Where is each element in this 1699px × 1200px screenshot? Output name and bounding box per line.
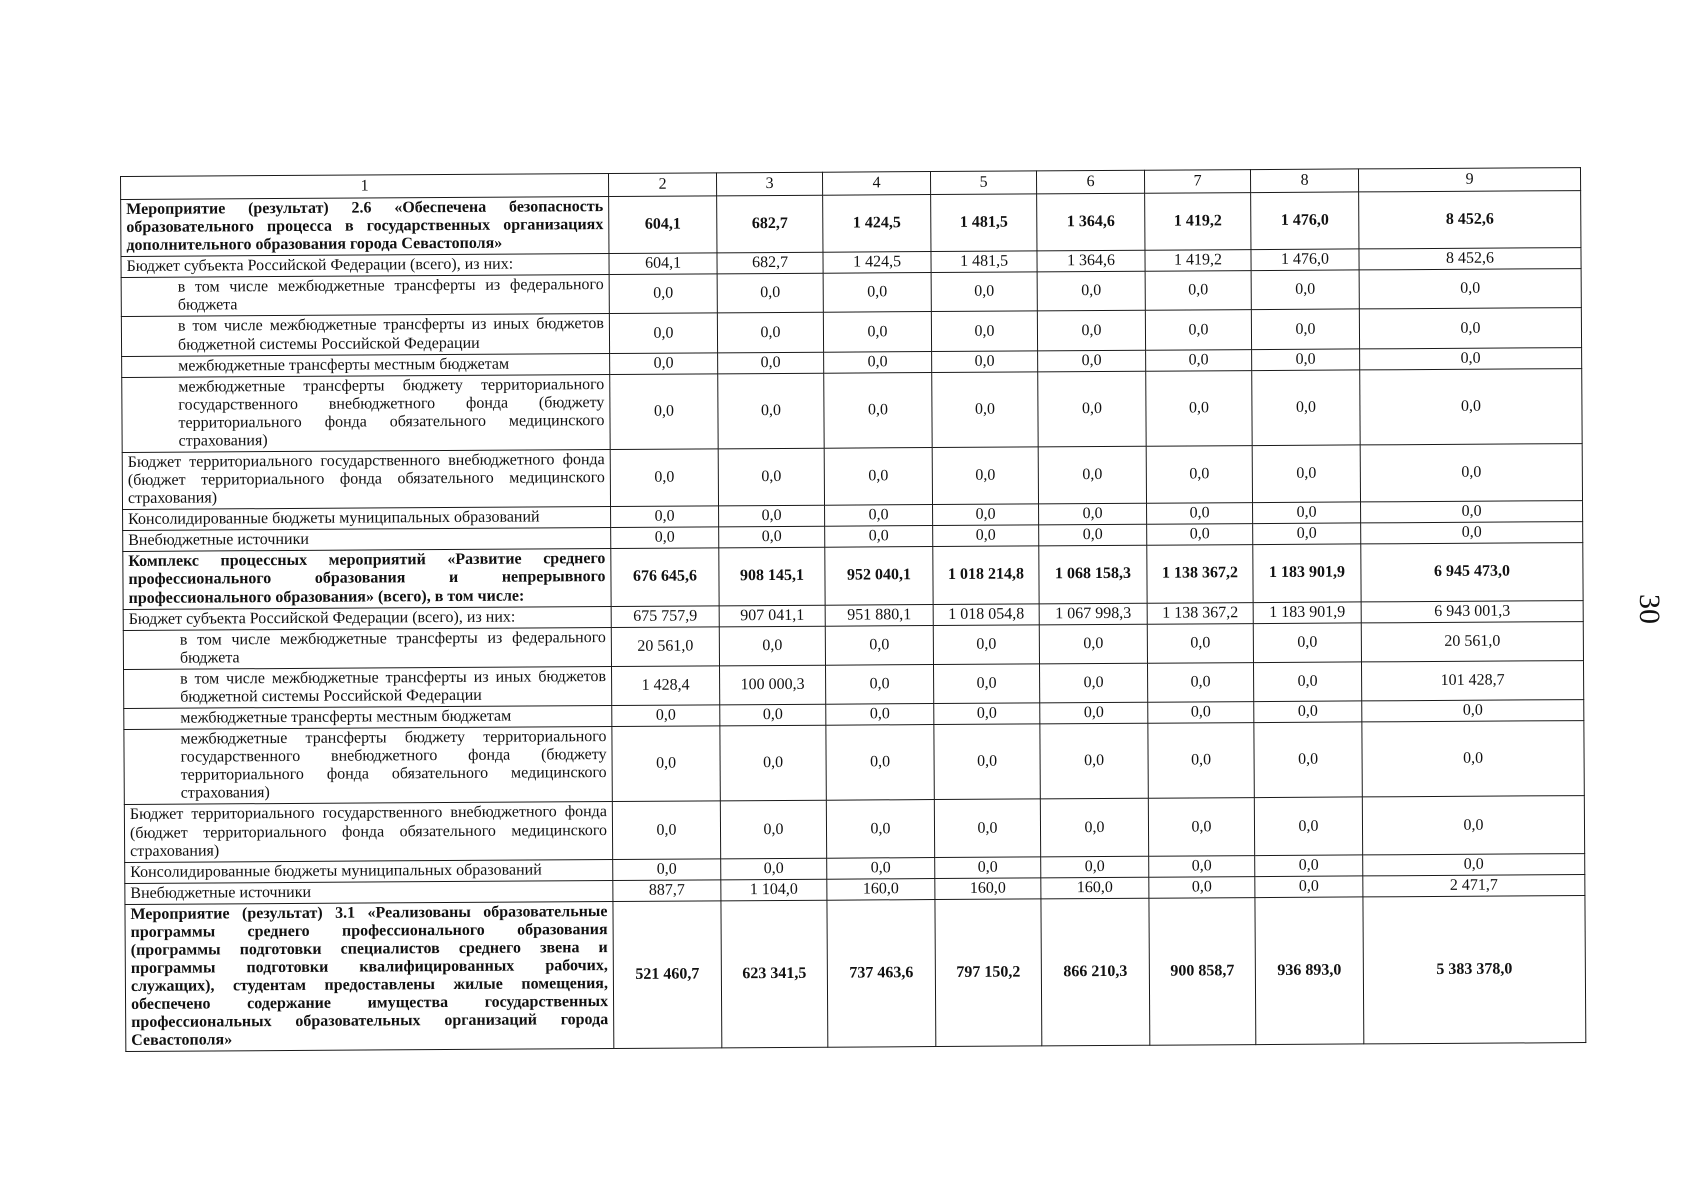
value-cell: 0,0 <box>931 311 1037 351</box>
value-cell: 20 561,0 <box>611 627 719 667</box>
value-cell: 0,0 <box>932 372 1038 448</box>
budget-table <box>120 167 1586 1052</box>
value-cell: 1 018 214,8 <box>933 546 1039 604</box>
value-cell: 1 138 367,2 <box>1147 602 1253 624</box>
value-cell: 0,0 <box>720 725 826 801</box>
value-cell: 907 041,1 <box>719 605 825 627</box>
value-cell: 0,0 <box>1254 797 1362 855</box>
value-cell: 0,0 <box>1148 798 1254 856</box>
value-cell: 604,1 <box>609 253 717 275</box>
value-cell: 0,0 <box>933 504 1039 526</box>
value-cell: 0,0 <box>1361 522 1583 544</box>
value-cell: 1 183 901,9 <box>1253 602 1361 624</box>
value-cell: 8 452,6 <box>1359 191 1581 250</box>
value-cell: 0,0 <box>824 351 932 373</box>
value-cell: 0,0 <box>1362 700 1584 722</box>
value-cell: 0,0 <box>1039 503 1147 525</box>
value-cell: 0,0 <box>1362 796 1584 855</box>
row-label: Мероприятие (результат) 3.1 «Реализованы образовательные программы среднего профессионального образования (программы подготовки специалистов среднего звена и программы подготовки квалифицированных рабочих, служащих), студентам предоставлены жилые помещения, обеспечено содержание имущества государственных профессиональных образовательных организаций города Севастополя» <box>125 901 614 1052</box>
value-cell: 0,0 <box>827 857 935 879</box>
value-cell: 0,0 <box>1145 271 1251 311</box>
value-cell: 0,0 <box>1359 269 1581 310</box>
value-cell: 952 040,1 <box>825 547 933 605</box>
column-number-4: 4 <box>822 172 930 196</box>
value-cell: 676 645,6 <box>611 548 719 606</box>
value-cell: 1 481,5 <box>931 251 1037 273</box>
value-cell: 0,0 <box>826 800 934 858</box>
value-cell: 1 476,0 <box>1251 249 1359 271</box>
value-cell: 0,0 <box>720 801 826 859</box>
value-cell: 0,0 <box>718 352 824 374</box>
value-cell: 0,0 <box>1038 371 1146 447</box>
value-cell: 0,0 <box>1038 446 1146 504</box>
value-cell: 0,0 <box>1254 722 1362 798</box>
value-cell: 0,0 <box>609 274 717 314</box>
value-cell: 0,0 <box>825 625 933 665</box>
value-cell: 1 068 158,3 <box>1039 546 1147 604</box>
value-cell: 0,0 <box>1363 853 1585 875</box>
value-cell: 0,0 <box>1360 347 1582 369</box>
value-cell: 0,0 <box>825 526 933 548</box>
value-cell: 0,0 <box>1359 308 1581 349</box>
value-cell: 0,0 <box>1041 856 1149 878</box>
row-label: в том числе межбюджетные трансферты из федерального бюджета <box>123 627 611 669</box>
value-cell: 0,0 <box>1255 876 1363 898</box>
row-label: Мероприятие (результат) 2.6 «Обеспечена безопасность образовательного процесса в государственных организациях дополнительного образования города Севастополя» <box>121 197 609 257</box>
column-number-2: 2 <box>608 173 716 197</box>
value-cell: 1 067 998,3 <box>1039 603 1147 625</box>
value-cell: 908 145,1 <box>719 548 825 606</box>
value-cell: 1 481,5 <box>931 194 1037 252</box>
value-cell: 160,0 <box>827 878 935 900</box>
value-cell: 0,0 <box>719 626 825 666</box>
value-cell: 623 341,5 <box>721 900 828 1048</box>
value-cell: 0,0 <box>824 448 932 506</box>
value-cell: 0,0 <box>826 704 934 726</box>
value-cell: 737 463,6 <box>827 899 936 1047</box>
value-cell: 0,0 <box>1251 309 1359 349</box>
value-cell: 0,0 <box>610 352 718 374</box>
row-label: Комплекс процессных мероприятий «Развитие среднего профессионального образования и непрерывного профессионального образования» (всего), в том числе: <box>123 549 611 609</box>
value-cell: 0,0 <box>1254 701 1362 723</box>
column-number-3: 3 <box>716 172 822 196</box>
value-cell: 0,0 <box>1037 311 1145 351</box>
value-cell: 0,0 <box>612 726 720 802</box>
value-cell: 0,0 <box>611 527 719 549</box>
row-label: Бюджет субъекта Российской Федерации (всего), из них: <box>121 254 609 278</box>
page-number: 30 <box>1633 594 1666 624</box>
row-label: межбюджетные трансферты бюджету территориального государственного внебюджетного фонда (бюджету территориального фонда обязательного медицинского страхования) <box>124 727 612 805</box>
value-cell: 0,0 <box>1039 525 1147 547</box>
column-number-1: 1 <box>121 174 609 200</box>
value-cell: 0,0 <box>612 705 720 727</box>
value-cell: 0,0 <box>1360 444 1582 503</box>
table-row <box>122 368 1582 452</box>
row-label: Консолидированные бюджеты муниципальных образований <box>123 507 611 531</box>
value-cell: 1 018 054,8 <box>933 604 1039 626</box>
table-row <box>124 796 1584 862</box>
value-cell: 1 424,5 <box>823 195 931 253</box>
value-cell: 0,0 <box>824 372 932 448</box>
value-cell: 0,0 <box>1149 855 1255 877</box>
value-cell: 0,0 <box>1037 272 1145 312</box>
value-cell: 0,0 <box>1147 503 1253 525</box>
value-cell: 0,0 <box>932 447 1038 505</box>
row-label: межбюджетные трансферты местным бюджетам <box>122 353 610 377</box>
value-cell: 1 419,2 <box>1145 193 1251 251</box>
value-cell: 0,0 <box>1148 702 1254 724</box>
table-row <box>122 444 1582 510</box>
row-label: Бюджет территориального государственного внебюджетного фонда (бюджет территориального фонда обязательного медицинского страхования) <box>124 802 612 862</box>
row-label: в том числе межбюджетные трансферты из иных бюджетов бюджетной системы Российской Федерации <box>124 666 612 708</box>
value-cell: 900 858,7 <box>1149 897 1256 1045</box>
value-cell: 0,0 <box>1252 370 1360 446</box>
value-cell: 0,0 <box>1040 799 1148 857</box>
column-number-9: 9 <box>1358 168 1580 192</box>
value-cell: 0,0 <box>1253 502 1361 524</box>
value-cell: 1 428,4 <box>612 666 720 706</box>
table-row <box>125 895 1586 1052</box>
value-cell: 951 880,1 <box>825 604 933 626</box>
value-cell: 0,0 <box>1149 876 1255 898</box>
value-cell: 0,0 <box>933 625 1039 665</box>
value-cell: 0,0 <box>1040 723 1148 799</box>
value-cell: 0,0 <box>935 857 1041 879</box>
value-cell: 0,0 <box>825 505 933 527</box>
row-label: Бюджет территориального государственного внебюджетного фонда (бюджет территориального фонда обязательного медицинского страхования) <box>122 450 610 510</box>
row-label: в том числе межбюджетные трансферты из иных бюджетов бюджетной системы Российской Федерации <box>121 314 609 356</box>
value-cell: 0,0 <box>1146 370 1252 446</box>
value-cell: 1 183 901,9 <box>1253 544 1361 602</box>
value-cell: 0,0 <box>1145 310 1251 350</box>
value-cell: 0,0 <box>1362 721 1584 798</box>
value-cell: 0,0 <box>1147 662 1253 702</box>
value-cell: 0,0 <box>1147 524 1253 546</box>
row-label: Бюджет субъекта Российской Федерации (всего), из них: <box>123 606 611 630</box>
value-cell: 0,0 <box>1255 855 1363 877</box>
row-label: Внебюджетные источники <box>123 528 611 552</box>
value-cell: 0,0 <box>1253 523 1361 545</box>
value-cell: 675 757,9 <box>611 605 719 627</box>
row-label: межбюджетные трансферты местным бюджетам <box>124 706 612 730</box>
value-cell: 1 104,0 <box>721 879 827 901</box>
value-cell: 797 150,2 <box>935 899 1042 1047</box>
value-cell: 1 364,6 <box>1037 193 1145 251</box>
value-cell: 1 419,2 <box>1145 250 1251 272</box>
value-cell: 0,0 <box>1251 270 1359 310</box>
value-cell: 0,0 <box>1038 350 1146 372</box>
value-cell: 160,0 <box>935 878 1041 900</box>
value-cell: 0,0 <box>933 664 1039 704</box>
value-cell: 0,0 <box>718 448 824 506</box>
value-cell: 0,0 <box>720 704 826 726</box>
value-cell: 0,0 <box>1252 349 1360 371</box>
value-cell: 0,0 <box>719 505 825 527</box>
value-cell: 0,0 <box>1252 445 1360 503</box>
value-cell: 0,0 <box>719 527 825 549</box>
value-cell: 0,0 <box>610 449 718 507</box>
value-cell: 936 893,0 <box>1255 897 1364 1045</box>
value-cell: 604,1 <box>609 196 717 254</box>
value-cell: 682,7 <box>717 195 823 253</box>
row-label: Внебюджетные источники <box>125 880 613 904</box>
column-number-8: 8 <box>1250 169 1358 193</box>
value-cell: 0,0 <box>826 664 934 704</box>
row-label: в том числе межбюджетные трансферты из федерального бюджета <box>121 275 609 317</box>
value-cell: 0,0 <box>932 351 1038 373</box>
value-cell: 1 364,6 <box>1037 250 1145 272</box>
value-cell: 0,0 <box>823 312 931 352</box>
value-cell: 0,0 <box>1147 623 1253 663</box>
value-cell: 521 460,7 <box>613 901 722 1049</box>
value-cell: 0,0 <box>1360 368 1582 445</box>
value-cell: 0,0 <box>612 801 720 859</box>
value-cell: 0,0 <box>718 373 824 449</box>
value-cell: 682,7 <box>717 252 823 274</box>
value-cell: 160,0 <box>1041 877 1149 899</box>
value-cell: 0,0 <box>1146 446 1252 504</box>
column-number-5: 5 <box>930 171 1036 195</box>
value-cell: 5 383 378,0 <box>1363 895 1586 1044</box>
table-row <box>121 191 1581 257</box>
value-cell: 887,7 <box>613 880 721 902</box>
value-cell: 1 424,5 <box>823 252 931 274</box>
value-cell: 0,0 <box>1039 624 1147 664</box>
table-row <box>123 543 1583 609</box>
value-cell: 1 476,0 <box>1251 192 1359 250</box>
value-cell: 1 138 367,2 <box>1147 545 1253 603</box>
value-cell: 866 210,3 <box>1041 898 1150 1046</box>
table-row <box>124 721 1584 805</box>
value-cell: 0,0 <box>1040 702 1148 724</box>
row-label: Консолидированные бюджеты муниципальных образований <box>125 859 613 883</box>
value-cell: 0,0 <box>609 313 717 353</box>
value-cell: 0,0 <box>933 525 1039 547</box>
budget-table-sheet <box>120 167 1585 1052</box>
row-label: межбюджетные трансферты бюджету территориального государственного внебюджетного фонда (бюджету территориального фонда обязательного медицинского страхования) <box>122 374 610 452</box>
value-cell: 0,0 <box>721 858 827 880</box>
value-cell: 0,0 <box>611 506 719 528</box>
value-cell: 2 471,7 <box>1363 874 1585 896</box>
value-cell: 0,0 <box>1146 349 1252 371</box>
value-cell: 0,0 <box>931 272 1037 312</box>
value-cell: 100 000,3 <box>720 665 826 705</box>
value-cell: 101 428,7 <box>1361 660 1583 701</box>
value-cell: 0,0 <box>613 858 721 880</box>
value-cell: 0,0 <box>1039 663 1147 703</box>
value-cell: 8 452,6 <box>1359 248 1581 270</box>
value-cell: 0,0 <box>1253 623 1361 663</box>
value-cell: 0,0 <box>1148 723 1254 799</box>
value-cell: 0,0 <box>934 799 1040 857</box>
value-cell: 0,0 <box>934 703 1040 725</box>
value-cell: 0,0 <box>826 725 934 801</box>
value-cell: 0,0 <box>823 273 931 313</box>
value-cell: 6 945 473,0 <box>1361 543 1583 602</box>
value-cell: 0,0 <box>1253 662 1361 702</box>
value-cell: 0,0 <box>1361 501 1583 523</box>
column-number-7: 7 <box>1144 170 1250 194</box>
value-cell: 0,0 <box>717 313 823 353</box>
value-cell: 0,0 <box>610 374 718 450</box>
value-cell: 0,0 <box>934 724 1040 800</box>
column-number-6: 6 <box>1036 170 1144 194</box>
value-cell: 6 943 001,3 <box>1361 600 1583 622</box>
value-cell: 20 561,0 <box>1361 621 1583 662</box>
value-cell: 0,0 <box>717 274 823 314</box>
